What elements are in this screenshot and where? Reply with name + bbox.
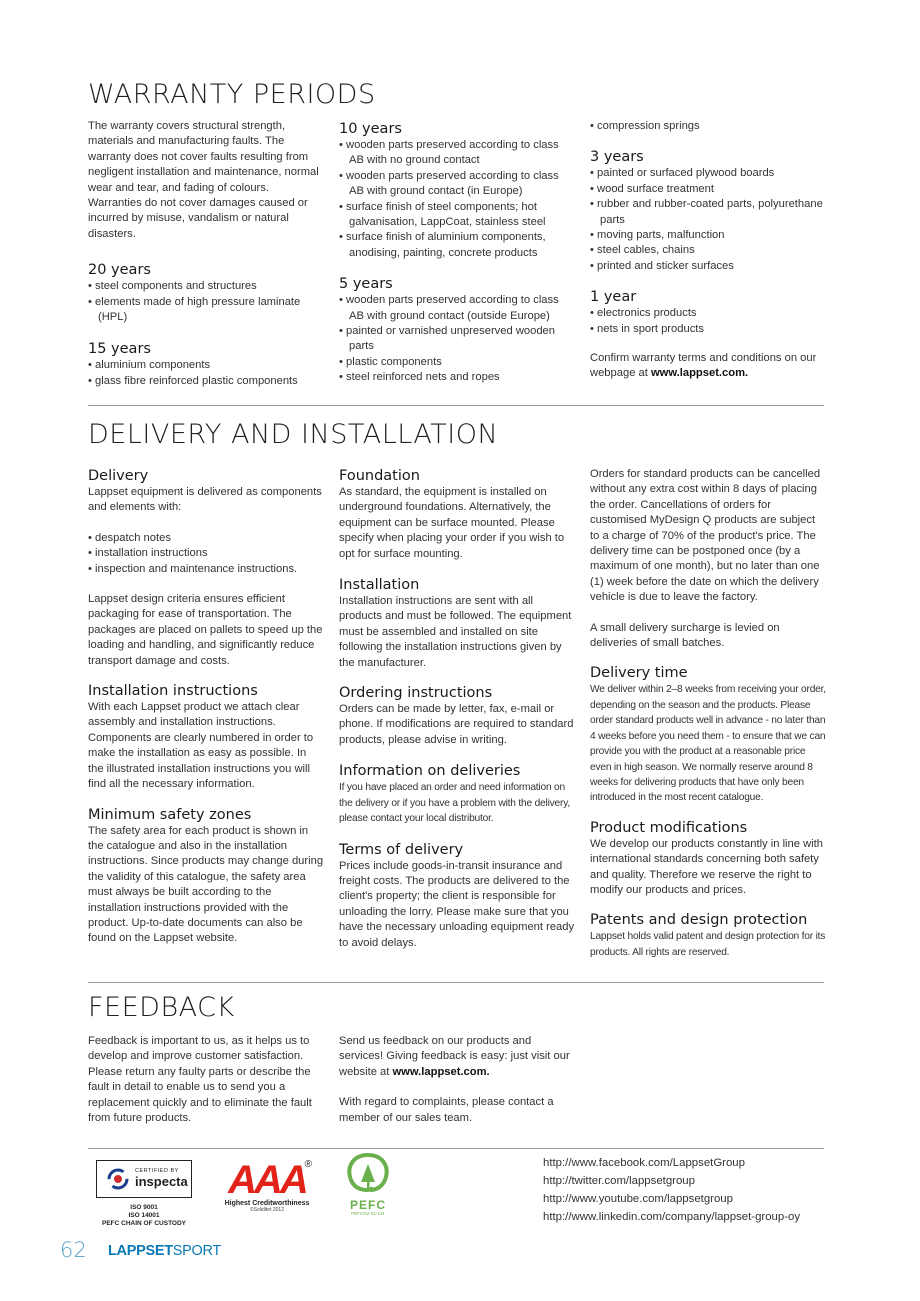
section-divider [88,982,824,983]
aaa-mark: AAA [228,1158,306,1202]
list-item: • elements made of high pressure laminate (HPL) [88,295,324,326]
section-divider [88,405,824,406]
list-item: • steel components and structures [88,279,324,294]
warranty-5-years-list [339,293,575,385]
warranty-column-2 [339,120,575,386]
product-modifications-text: We develop our products constantly in line with international standards concerning both safety and quality. Therefore we reserve the right to modify our products and prices. [590,837,823,896]
registered-icon: ® [304,1159,312,1170]
list-item: • wood surface treatment [590,182,826,197]
list-item: • painted or surfaced plywood boards [590,166,826,181]
warranty-20-years-title: 20 years [88,262,151,279]
pefc-logo [342,1152,394,1216]
delivery-column-1 [88,467,324,947]
warranty-website-link[interactable]: www.lappset.com. [650,367,749,380]
delivery-column-2 [339,467,575,951]
list-item: • moving parts, malfunction [590,228,826,243]
warranty-heading: WARRANTY PERIODS [88,79,376,110]
page-number: 62 [60,1238,87,1262]
product-modifications-title: Product modifications [590,819,748,836]
pefc-tree-icon [343,1152,393,1194]
safety-zones-text: The safety area for each product is shown in the catalogue and also in the installation instructions. Since products may change during the validity of this catalogue, the safety area must always be built according to the installation instructions provided with the product. Up-to-date documents can also be found on the Lappset website. [88,824,324,945]
warranty-15-years-title: 15 years [88,341,151,358]
inspecta-mark-icon [107,1168,129,1190]
installation-text: Installation instructions are sent with all products and must be followed. The equipment must be assembled and installed on site following the installation instructions given by the manufacturer. [339,595,572,669]
warranty-column-1 [88,119,324,389]
list-item: • wooden parts preserved according to class AB with no ground contact [339,138,575,169]
cancellation-text: Orders for standard products can be cancelled without any extra cost within 8 days of placing the order. Cancellations of orders for customised MyDesign Q products are subject to a charge of 70% of the product's price. The delivery time can be postponed once (by a maximum of one month), but no later than one (1) week before the date on which the delivery vehicle is due to leave the factory. [590,468,821,604]
twitter-link[interactable]: http://twitter.com/lappsetgroup [543,1175,695,1187]
inspecta-certified-label: CERTIFIED BY [135,1168,179,1174]
installation-instructions-text: With each Lappset product we attach clear assembly and installation instructions. Components are clearly numbered in order to make the installation as easy as possible. In the illustrated installation instructions you will find all the necessary information. [88,701,314,791]
aaa-small-print: ©Soliditet 2012 [250,1207,284,1213]
list-item: • glass fibre reinforced plastic components [88,374,324,389]
warranty-intro: The warranty covers structural strength, materials and manufacturing faults. The warranty does not cover faults resulting from negligent installation and maintenance, normal wear and tear, and fading of colours. Warranties do not cover damages caused or incurred by misuse, vandalism or natural disasters. [88,120,319,240]
warranty-1-year-list [590,306,826,337]
pefc-chain-label: PEFC CHAIN OF CUSTODY [101,1220,187,1227]
warranty-10-years-title: 10 years [339,121,402,137]
iso-9001-label: ISO 9001 [130,1204,158,1211]
section-divider [88,1148,824,1149]
delivery-time-title: Delivery time [590,665,688,682]
warranty-5-years-list-continued [590,119,826,134]
delivery-heading: DELIVERY AND INSTALLATION [88,419,499,450]
inspecta-certificate-logo [96,1160,192,1227]
warranty-20-years-list [88,279,324,325]
list-item: • surface finish of steel components; hot galvanisation, LappCoat, stainless steel [339,200,575,231]
list-item: • steel reinforced nets and ropes [339,370,575,385]
list-item: • aluminium components [88,358,324,373]
installation-title: Installation [339,577,420,594]
pefc-label: PEFC [349,1198,386,1212]
list-item: • compression springs [590,119,826,134]
facebook-link[interactable]: http://www.facebook.com/LappsetGroup [543,1157,745,1169]
list-item: • wooden parts preserved according to class AB with ground contact (outside Europe) [339,293,575,324]
ordering-title: Ordering instructions [339,685,493,702]
brand-name: LAPPSET [108,1243,173,1259]
warranty-10-years-list [339,138,575,261]
design-criteria-text: Lappset design criteria ensures efficient packaging for ease of transportation. The packages are placed on pallets to speed up the loading and handling, and significantly reduce transport damage and costs. [88,593,323,667]
foundation-title: Foundation [339,468,420,484]
warranty-column-3 [590,119,826,382]
list-item: • painted or varnished unpreserved wooden parts [339,324,575,355]
terms-of-delivery-title: Terms of delivery [339,841,464,858]
list-item: • steel cables, chains [590,243,826,258]
social-links [543,1154,800,1226]
list-item: • electronics products [590,306,826,321]
list-item: • despatch notes [88,531,324,546]
delivery-column-3 [590,467,826,960]
patents-title: Patents and design protection [590,912,808,929]
list-item: • installation instructions [88,546,324,561]
brand-logo [108,1243,221,1259]
feedback-column-1 [88,1034,324,1126]
terms-of-delivery-text: Prices include goods-in-transit insurance and freight costs. The products are delivered to the client's property; the client is responsible for unloading the lorry. Please make sure that you have the necessary unloading equipment ready to avoid delays. [339,859,575,949]
inspecta-name: inspecta [135,1174,188,1189]
aaa-credit-logo [220,1160,314,1213]
feedback-website-link[interactable]: www.lappset.com. [392,1065,490,1078]
list-item: • plastic components [339,355,575,370]
installation-instructions-title: Installation instructions [88,683,258,700]
feedback-column-2 [339,1034,575,1126]
youtube-link[interactable]: http://www.youtube.com/lappsetgroup [543,1193,733,1205]
warranty-confirm-label: Confirm warranty terms and conditions on our webpage at [590,352,817,380]
safety-zones-title: Minimum safety zones [88,806,252,823]
pefc-code: PEFC/02-31-131 [351,1211,385,1216]
feedback-website-label: Send us feedback on our products and services! Giving feedback is easy: just visit our website at [339,1035,570,1078]
list-item: • inspection and maintenance instructions. [88,562,324,577]
list-item: • wooden parts preserved according to class AB with ground contact (in Europe) [339,169,575,200]
delivery-text: Lappset equipment is delivered as components and elements with: [88,486,322,514]
list-item: • printed and sticker surfaces [590,259,826,274]
warranty-confirm-text [590,351,826,382]
surcharge-text: A small delivery surcharge is levied on deliveries of small batches. [590,621,780,650]
list-item: • surface finish of aluminium components, anodising, painting, concrete products [339,230,575,261]
iso-14001-label: ISO 14001 [128,1212,160,1219]
aaa-subtitle: Highest Creditworthiness [224,1200,310,1207]
delivery-time-text: We deliver within 2–8 weeks from receiving your order, depending on the season and the products. Please order standard products well in advance - no later than 4 weeks before you need them - to ensure that we can provide you with the product at a reasonable price even in high season. We normally reserve around 8 weeks for delivering products that have only been introduced in the most recent catalogue. [590,684,826,804]
ordering-text: Orders can be made by letter, fax, e-mail or phone. If modifications are required to standard products, please advise in writing. [339,703,574,746]
feedback-text: Feedback is important to us, as it helps us to develop and improve customer satisfaction. Please return any faulty parts or describe the fault in detail to enable us to send you a replacement quickly and to eliminate the fault from future products. [88,1035,312,1125]
feedback-website-text [339,1034,575,1080]
brand-suffix: SPORT [172,1243,221,1259]
feedback-heading: FEEDBACK [88,992,235,1023]
list-item: • nets in sport products [590,322,826,337]
warranty-3-years-list [590,166,826,274]
delivery-items-list [88,531,324,577]
linkedin-link[interactable]: http://www.linkedin.com/company/lappset-group-oy [543,1211,801,1223]
warranty-15-years-list [88,358,324,389]
warranty-3-years-title: 3 years [590,149,644,166]
list-item: • rubber and rubber-coated parts, polyurethane parts [590,197,826,228]
warranty-5-years-title: 5 years [339,276,393,293]
delivery-info-text: If you have placed an order and need information on the delivery or if you have a problem with the delivery, please contact your local distributor. [339,782,570,825]
complaints-text: With regard to complaints, please contact a member of our sales team. [339,1096,554,1124]
warranty-1-year-title: 1 year [590,289,637,306]
delivery-info-title: Information on deliveries [339,763,521,780]
delivery-title: Delivery [88,468,149,484]
foundation-text: As standard, the equipment is installed on underground foundations. Alternatively, the equipment can be surface mounted. Please specify when placing your order if you wish to opt for surface mounting. [339,486,565,560]
patents-text: Lappset holds valid patent and design protection for its products. All rights are reserved. [590,931,826,958]
